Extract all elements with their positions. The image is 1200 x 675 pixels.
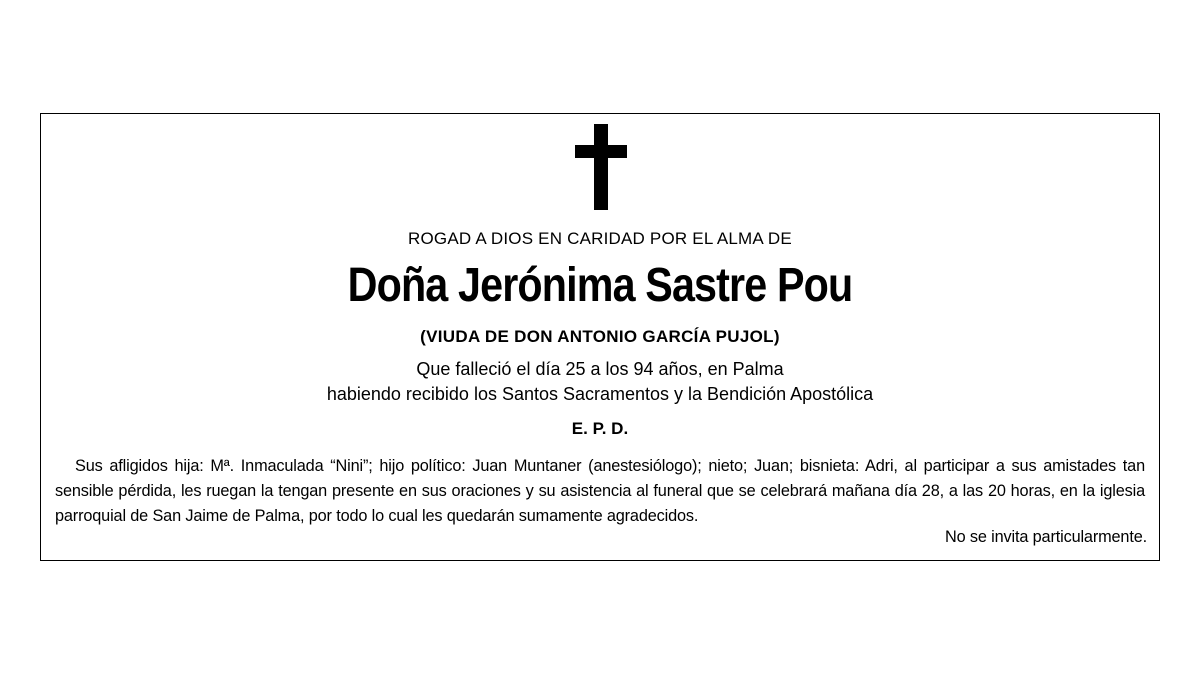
- widow-of-text: (VIUDA DE DON ANTONIO GARCÍA PUJOL): [420, 327, 780, 346]
- cross-vertical-bar: [594, 124, 608, 210]
- obituary-notice: [40, 113, 1160, 561]
- closing-note: No se invita particularmente.: [945, 528, 1147, 546]
- deceased-name: Doña Jerónima Sastre Pou: [347, 259, 853, 312]
- latin-cross-icon: [575, 124, 627, 210]
- death-info-line: Que falleció el día 25 a los 94 años, en Palma: [416, 359, 784, 379]
- sacraments-line: habiendo recibido los Santos Sacramentos y la Bendición Apostólica: [326, 384, 874, 404]
- epd-text: E. P. D.: [571, 419, 629, 438]
- cross-horizontal-bar: [575, 145, 627, 158]
- intro-text: ROGAD A DIOS EN CARIDAD POR EL ALMA DE: [408, 229, 792, 248]
- family-message: Sus afligidos hija: Mª. Inmaculada “Nini”; hijo político: Juan Muntaner (anestesiólogo); nieto; Juan; bisnieta: Adri, al participar a sus amistades tan sensible pérdida, les ruegan la tengan presente en sus oraciones y su asistencia al funeral que se celebrará mañana día 28, a las 20 horas, en la iglesia parroquial de San Jaime de Palma, por todo lo cual les quedarán sumamente agradecidos.: [55, 457, 1145, 525]
